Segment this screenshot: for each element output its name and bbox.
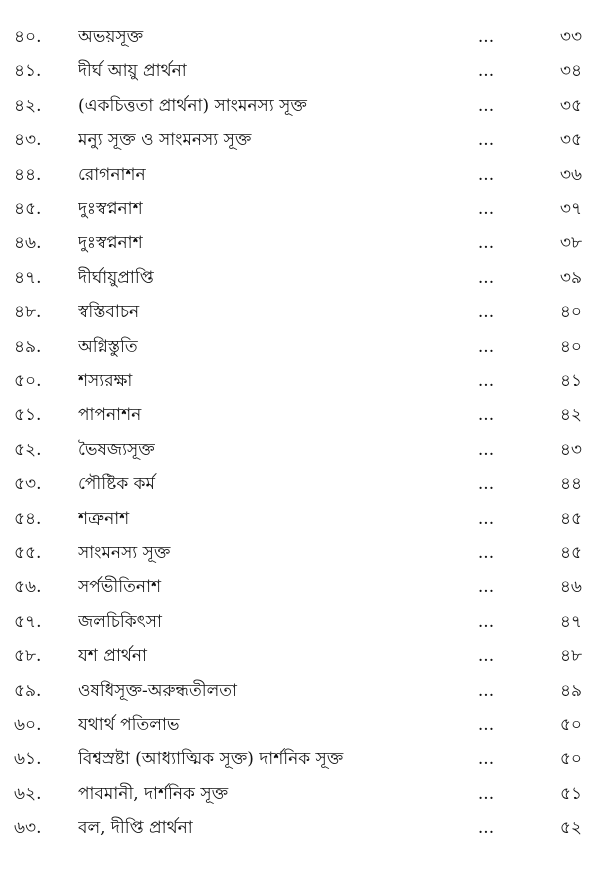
entry-number: ৫৩. [14, 474, 42, 495]
leader-dots: ... [477, 818, 495, 839]
page-number: ৫১ [559, 783, 582, 804]
entry-number: ৫৭. [14, 611, 42, 632]
leader-dots: ... [477, 783, 495, 804]
leader-dots: ... [477, 130, 495, 151]
leader-dots: ... [477, 27, 495, 47]
leader-dots: ... [477, 164, 495, 185]
leader-dots: ... [477, 61, 495, 82]
page-number: ৪৯ [559, 680, 582, 701]
entry-number: ৪৫. [14, 199, 42, 219]
entry-title: সাংমনস্য সূক্ত [78, 543, 171, 563]
entry-number: ৪২. [14, 95, 42, 116]
leader-dots: ... [477, 577, 495, 598]
entry-title: মন্যু সূক্ত ও সাংমনস্য সূক্ত [78, 130, 252, 151]
toc-row [0, 605, 600, 639]
leader-dots: ... [477, 405, 495, 426]
entry-number: ৫৯. [14, 680, 42, 701]
entry-title: ওষধিসূক্ত-অরুন্ধতীলতা [78, 680, 237, 701]
page-number: ৩৩ [559, 27, 582, 47]
page-number: ৪১ [559, 371, 582, 391]
entry-title: বিশ্বস্রষ্টা (আধ্যাত্মিক সূক্ত) দার্শনিক সূক্ত [78, 749, 344, 770]
leader-dots: ... [477, 233, 495, 254]
page-number: ৪৫ [559, 543, 582, 563]
page-number: ৪৮ [559, 646, 582, 667]
page-number: ৩৯ [559, 267, 582, 288]
entry-number: ৬১. [14, 749, 42, 770]
toc-row [0, 708, 600, 742]
entry-title: যথার্থ পতিলাভ [78, 715, 180, 735]
entry-number: ৫১. [14, 405, 42, 426]
page-number: ৩৬ [559, 164, 582, 185]
toc-row [0, 158, 600, 192]
toc-row [0, 467, 600, 501]
leader-dots: ... [477, 508, 495, 529]
leader-dots: ... [477, 336, 495, 357]
toc-row [0, 192, 600, 226]
entry-number: ৫২. [14, 439, 42, 460]
leader-dots: ... [477, 749, 495, 770]
entry-title: যশ প্রার্থনা [78, 646, 147, 667]
toc-row [0, 536, 600, 570]
toc-row [0, 811, 600, 845]
entry-number: ৫৪. [14, 508, 42, 529]
entry-number: ৪৪. [14, 164, 42, 185]
entry-title: জলচিকিৎসা [78, 611, 162, 632]
leader-dots: ... [477, 611, 495, 632]
leader-dots: ... [477, 715, 495, 735]
toc-row [0, 433, 600, 467]
toc-row [0, 398, 600, 432]
entry-number: ৫৮. [14, 646, 42, 667]
entry-number: ৫৬. [14, 577, 42, 598]
page-number: ৪৩ [559, 439, 582, 460]
toc-row [0, 54, 600, 88]
entry-title: শস্যরক্ষা [78, 371, 133, 391]
toc-row [0, 20, 600, 54]
entry-title: রোগনাশন [78, 164, 146, 185]
entry-title: অগ্নিস্তুতি [78, 336, 138, 357]
page-number: ৫২ [559, 818, 582, 839]
entry-title: স্বস্তিবাচন [78, 302, 140, 323]
entry-number: ৪৩. [14, 130, 42, 151]
page-number: ৫০ [559, 715, 582, 735]
page-number: ৪৬ [559, 577, 582, 598]
page-number: ৫০ [559, 749, 582, 770]
leader-dots: ... [477, 302, 495, 323]
entry-title: দুঃস্বপ্ননাশ [78, 199, 143, 219]
leader-dots: ... [477, 439, 495, 460]
toc-row [0, 777, 600, 811]
entry-title: (একচিত্ততা প্রার্থনা) সাংমনস্য সূক্ত [78, 95, 307, 116]
entry-title: শত্রুনাশ [78, 508, 130, 529]
entry-title: দীর্ঘায়ুপ্রাপ্তি [78, 267, 154, 288]
page-number: ৩৫ [559, 95, 582, 116]
entry-title: বল, দীপ্তি প্রার্থনা [78, 818, 193, 839]
leader-dots: ... [477, 543, 495, 563]
page-number: ৩৪ [559, 61, 582, 82]
leader-dots: ... [477, 95, 495, 116]
toc-row [0, 330, 600, 364]
leader-dots: ... [477, 646, 495, 667]
leader-dots: ... [477, 267, 495, 288]
leader-dots: ... [477, 371, 495, 391]
leader-dots: ... [477, 474, 495, 495]
toc-row [0, 570, 600, 604]
toc-row [0, 226, 600, 260]
toc-row [0, 364, 600, 398]
toc-row [0, 89, 600, 123]
entry-title: ভৈষজ্যসূক্ত [78, 439, 155, 460]
entry-number: ৪৯. [14, 336, 42, 357]
page-number: ৩৮ [559, 233, 582, 254]
entry-number: ৬৩. [14, 818, 42, 839]
entry-title: পাবমানী, দার্শনিক সূক্ত [78, 783, 229, 804]
entry-title: দীর্ঘ আয়ু প্রার্থনা [78, 61, 187, 82]
toc-row [0, 502, 600, 536]
toc-row [0, 674, 600, 708]
toc-row [0, 742, 600, 776]
page-number: ৪৫ [559, 508, 582, 529]
leader-dots: ... [477, 680, 495, 701]
entry-number: ৬২. [14, 783, 42, 804]
entry-title: পৌষ্টিক কর্ম [78, 474, 155, 495]
entry-number: ৪৮. [14, 302, 42, 323]
entry-title: সর্পভীতিনাশ [78, 577, 162, 598]
toc-row [0, 123, 600, 157]
page-number: ৪০ [559, 336, 582, 357]
entry-number: ৪৬. [14, 233, 42, 254]
page-number: ৪২ [559, 405, 582, 426]
entry-number: ৫৫. [14, 543, 42, 563]
page-number: ৪৭ [559, 611, 582, 632]
entry-number: ৬০. [14, 715, 42, 735]
table-of-contents [0, 20, 600, 860]
entry-number: ৪১. [14, 61, 42, 82]
toc-row [0, 639, 600, 673]
page-number: ৪৪ [559, 474, 582, 495]
toc-row [0, 295, 600, 329]
leader-dots: ... [477, 199, 495, 219]
page-number: ৪০ [559, 302, 582, 323]
page-number: ৩৫ [559, 130, 582, 151]
toc-row [0, 261, 600, 295]
entry-title: দুঃস্বপ্ননাশ [78, 233, 143, 254]
entry-title: পাপনাশন [78, 405, 142, 426]
entry-number: ৪০. [14, 27, 42, 47]
entry-number: ৫০. [14, 371, 42, 391]
page-number: ৩৭ [559, 199, 582, 219]
entry-number: ৪৭. [14, 267, 42, 288]
entry-title: অভয়সূক্ত [78, 27, 144, 47]
